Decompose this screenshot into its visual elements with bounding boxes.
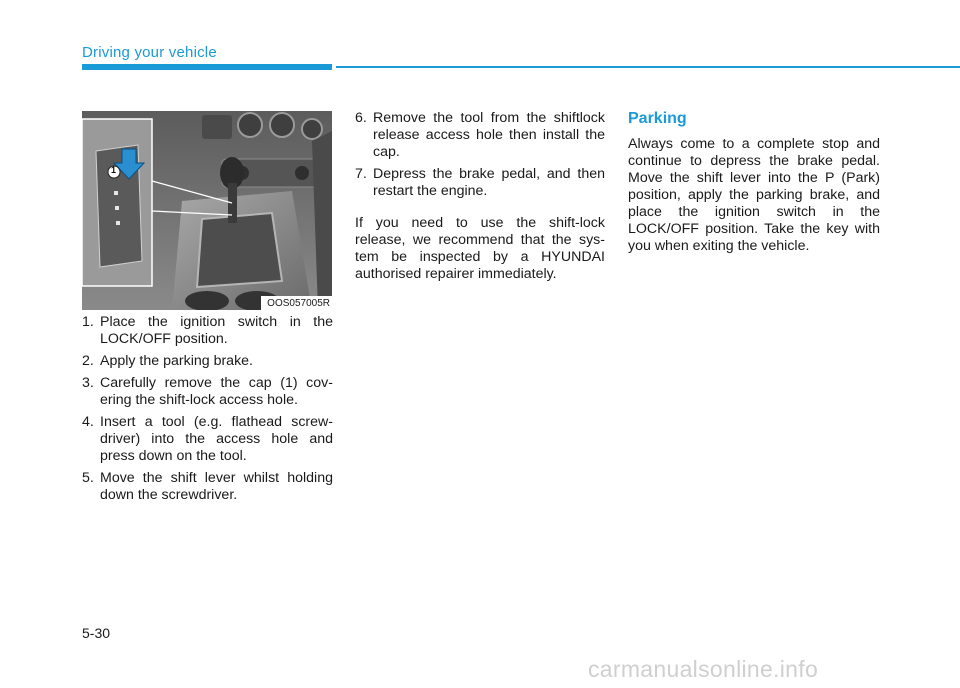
console-drawing	[82, 111, 332, 310]
parking-heading: Parking	[628, 110, 687, 127]
header-rule-thick	[82, 64, 332, 70]
shift-lock-advice: If you need to use the shift-lock release, we recommend that the sys-tem be inspected by a HYUNDAI authorised repairer immediately.	[355, 215, 605, 282]
page-number: 5-30	[82, 625, 111, 641]
step-item: 7. Depress the brake pedal, and then restart the engine.	[355, 166, 605, 199]
parking-section	[628, 110, 880, 255]
step-item: 5. Move the shift lever whilst holding down the screwdriver.	[82, 470, 333, 503]
steps-column-2	[355, 110, 605, 283]
callout-number: 1	[111, 165, 117, 175]
watermark: carmanualsonline.info	[588, 656, 819, 682]
step-item: 2. Apply the parking brake.	[82, 353, 254, 369]
step-item: 1. Place the ignition switch in the LOCK/OFF position.	[82, 314, 333, 347]
parking-paragraph: Always come to a complete stop and continue to depress the brake pedal. Move the shift lever into the P (Park) position, apply the parking brake, and place the ignition switch in the LOCK/OFF position. Take the key with you when exiting the vehicle.	[628, 136, 880, 254]
header-rule-thin	[336, 66, 960, 68]
steps-column-1	[82, 314, 333, 509]
section-title: Driving your vehicle	[82, 44, 217, 61]
step-item: 6. Remove the tool from the shiftlock release access hole then install the cap.	[355, 110, 605, 160]
step-item: 4. Insert a tool (e.g. flathead screw-driver) into the access hole and press down on the tool.	[82, 414, 333, 464]
step-item: 3. Carefully remove the cap (1) cov-ering the shift-lock access hole.	[82, 375, 333, 408]
shift-lock-illustration	[82, 111, 332, 310]
figure-code: OOS057005R	[261, 296, 332, 310]
